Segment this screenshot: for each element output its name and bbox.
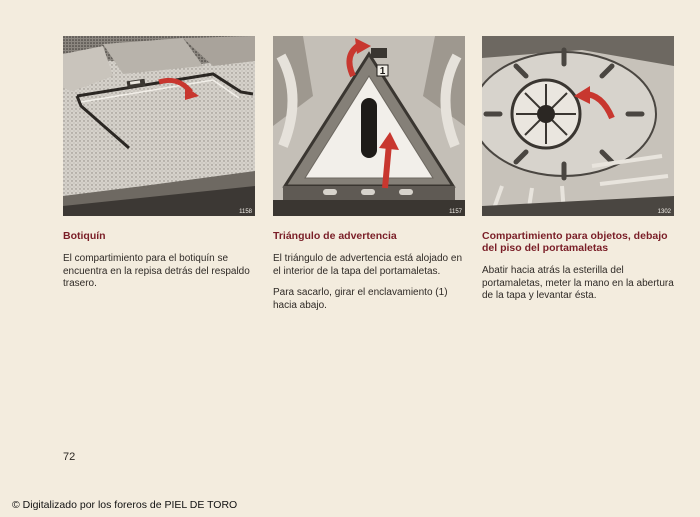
figure-trunk-compartment: [482, 36, 674, 216]
up-arrow-icon: [385, 144, 389, 188]
trunk-floor-illustration: [482, 36, 674, 216]
figure-number: 1158: [239, 209, 252, 215]
warning-triangle-illustration: [273, 36, 465, 216]
section-heading: Botiquín: [63, 230, 106, 242]
first-aid-shelf-illustration: [63, 36, 255, 216]
figure-warning-triangle: [273, 36, 465, 216]
callout-number: 1: [379, 66, 386, 77]
footer-credit: © Digitalizado por los foreros de PIEL DE TORO: [12, 499, 238, 511]
section-warning-triangle: [273, 230, 469, 321]
figure-number: 1157: [449, 209, 462, 215]
section-paragraph: El triángulo de advertencia está alojado en el interior de la tapa del portamaletas.: [273, 253, 463, 277]
section-first-aid: [63, 230, 259, 300]
section-paragraph: Para sacarlo, girar el enclavamiento (1) hacia abajo.: [273, 287, 448, 311]
section-paragraph: Abatir hacia atrás la esterilla del portamaletas, meter la mano en la abertura de la tapa y levantar ésta.: [482, 265, 674, 301]
section-trunk-compartment: [482, 230, 678, 312]
section-heading: Triángulo de advertencia: [273, 230, 397, 242]
page-number: 72: [63, 451, 76, 463]
section-heading: Compartimiento para objetos, debajo del piso del portamaletas: [482, 230, 668, 254]
section-paragraph: El compartimiento para el botiquín se encuentra en la repisa detrás del respaldo trasero.: [63, 253, 250, 289]
figure-number: 1302: [657, 209, 671, 215]
figure-first-aid: [63, 36, 255, 216]
